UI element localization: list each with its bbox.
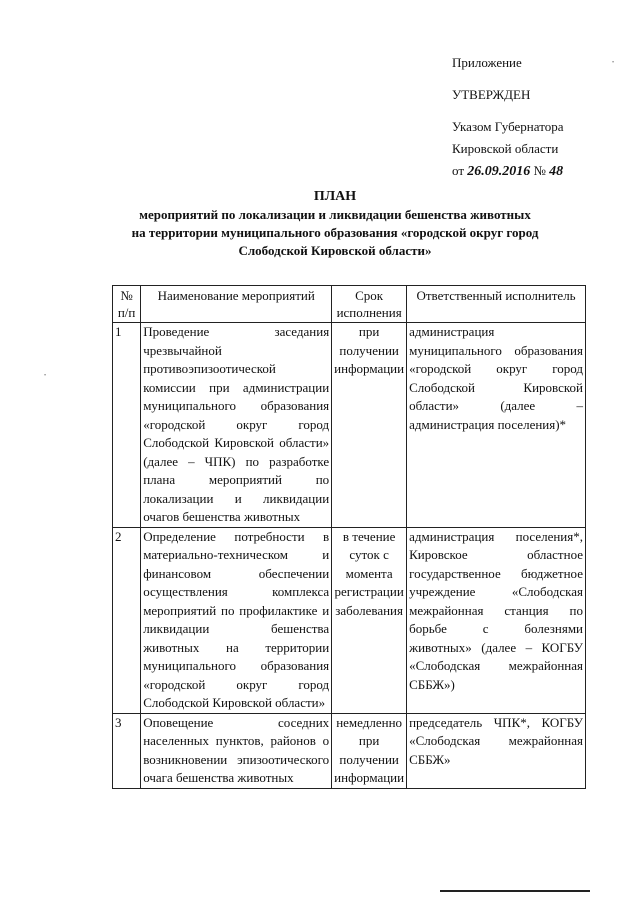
plan-table (112, 285, 586, 789)
header-term: Срок исполнения (332, 286, 407, 323)
scan-speck: • (612, 60, 615, 66)
row-num: 2 (113, 527, 141, 713)
row-num: 3 (113, 713, 141, 788)
bottom-rule (440, 890, 590, 892)
row-term: немедленно при получении информации (332, 713, 407, 788)
row-name: Определение потребности в материально-техническом и финансовом обеспечении осуществления комплекса мероприятий по профилактике и ликвидации бешенства животных на территории муниципального образования «городской округ город Слободской Кировской области» (141, 527, 332, 713)
title-plan: ПЛАН (313, 189, 357, 204)
table-row (113, 323, 586, 528)
row-term: в течение суток с момента регистрации заболевания (332, 527, 407, 713)
title-line-2: на территории муниципального образования «городской округ город (131, 225, 539, 240)
table-header-row (113, 286, 586, 323)
number-prefix: № (533, 163, 546, 178)
row-responsible: администрация муниципального образования «городской округ город Слободской Кировской области» (далее – администрация поселения)* (407, 323, 586, 528)
row-name: Оповещение соседних населенных пунктов, районов о возникновении эпизоотического очага бешенства животных (141, 713, 332, 788)
approval-block (452, 52, 563, 183)
header-name: Наименование мероприятий (141, 286, 332, 323)
row-responsible: администрация поселения*, Кировское областное государственное бюджетное учреждение «Слободская межрайонная станция по борьбе с болезнями животных» (далее – КОГБУ «Слободская межрайонная СББЖ») (407, 527, 586, 713)
header-num: № п/п (113, 286, 141, 323)
title-line-1: мероприятий по локализации и ликвидации бешенства животных (139, 207, 531, 222)
row-num: 1 (113, 323, 141, 528)
row-term: при получении информации (332, 323, 407, 528)
row-name: Проведение заседания чрезвычайной противоэпизоотической комиссии при администрации муниципального образования «городской округ город Слободской Кировской области» (далее – ЧПК) по разработке плана мероприятий по локализации и ликвидации очагов бешенства животных (141, 323, 332, 528)
table-row (113, 527, 586, 713)
handwritten-date: 26.09.2016 (467, 164, 531, 179)
date-prefix: от (452, 163, 465, 178)
scan-speck: • (44, 373, 47, 379)
appendix-label: Приложение (452, 55, 522, 70)
decree-date-line (452, 160, 563, 183)
header-responsible: Ответственный исполнитель (407, 286, 586, 323)
approved-label: УТВЕРЖДЕН (452, 87, 531, 102)
decree-line-2: Кировской области (452, 141, 559, 156)
row-responsible: председатель ЧПК*, КОГБУ «Слободская межрайонная СББЖ» (407, 713, 586, 788)
title-line-3: Слободской Кировской области» (238, 243, 432, 258)
document-title (100, 188, 570, 260)
handwritten-number: 48 (549, 164, 564, 179)
table-row (113, 713, 586, 788)
decree-line-1: Указом Губернатора (452, 119, 564, 134)
